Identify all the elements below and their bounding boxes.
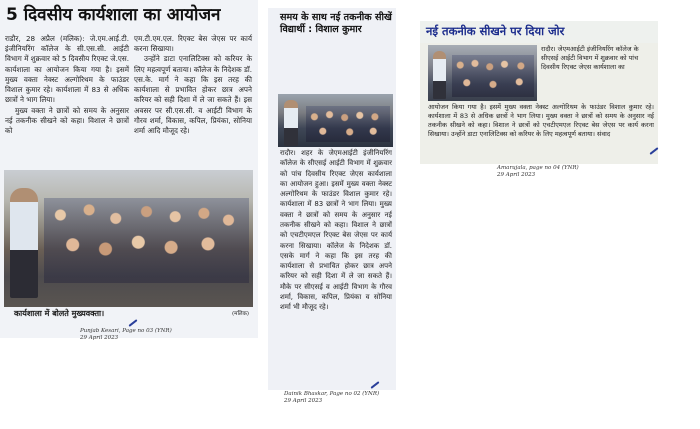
article-column-2 [134, 34, 252, 136]
article-column-1 [5, 34, 129, 136]
clipping-headline: नई तकनीक सीखने पर दिया जोर [426, 24, 565, 38]
photo-caption-bar [4, 307, 253, 321]
article-paragraph: रादौर। जेएमआईटी इंजीनियरिंग कॉलेज के सीएसई आईटी विभाग में शुक्रवार को पांच दिवसीय रिएक्ट जेएस कार्यशाला का [541, 45, 639, 72]
article-intro [541, 45, 654, 72]
article-paragraph: एम.टी.एम.एल. रिएक्ट बेस जेएस पर कार्य करना सिखाया। [134, 34, 252, 54]
source-caption-punjab-kesari [80, 328, 172, 342]
headline-banner [420, 21, 658, 43]
clipping-headline: समय के साथ नई तकनीक सीखें विद्यार्थी : विशाल कुमार [280, 12, 392, 36]
article-paragraph: राडौर, 28 अप्रैल (मलिक): जे.एम.आई.टी. इंजीनियरिंग कॉलेज के सी.एस.सी. आईटी विभाग में शुक्रवार को 5 दिवसीय रिएक्ट जे.एस. कार्यशाला का आयोजन किया गया है। इसमें मुख्य वक्ता नेक्स्ट अल्गोरिथम के फाउंडर विशाल कुमार रहे। कार्यशाला में 83 से अधिक छात्रों ने भाग लिया। [5, 34, 129, 105]
workshop-photo [4, 170, 253, 307]
photo-caption: कार्यशाला में बोलते मुख्यवक्ता। [14, 309, 105, 318]
newspaper-clipping-amarujala [420, 21, 658, 164]
workshop-photo [428, 45, 537, 101]
source-caption-amarujala [497, 165, 579, 179]
photo-credit: (मलिक) [232, 311, 249, 317]
source-date: 29 April 2023 [80, 334, 119, 341]
newspaper-clipping-dainik-bhaskar [268, 8, 396, 390]
clipping-headline: 5 दिवसीय कार्यशाला का आयोजन [6, 5, 221, 25]
audience-image [306, 106, 390, 142]
speaker-image [10, 188, 38, 298]
article-paragraph: आयोजन किया गया है। इसमें मुख्य वक्ता नेक्स्ट अल्गोरिथम के फाउंडर विशाल कुमार रहे। कार्यशाला में 83 से अधिक छात्रों ने भाग लिया। मुख्य वक्ता ने छात्रों को समय के अनुसार नई तकनीक सीखने को कहा। विशाल ने छात्रों को एचटीएमएल रिएक्ट बेस जेएस पर कार्य करना सिखाया। उन्होंने डाटा एनालिटिक्स को करियर के लिए महत्वपूर्ण बताया। संवाद [428, 103, 654, 139]
source-date: 29 April 2023 [284, 397, 323, 404]
workshop-photo [278, 94, 393, 147]
source-name: Punjab Kesari, Page no 03 (YNR) [80, 328, 172, 334]
source-caption-dainik-bhaskar [284, 391, 379, 405]
audience-image [44, 198, 249, 283]
article-body [428, 103, 654, 139]
speaker-image [433, 51, 446, 99]
source-date: 29 April 2023 [497, 171, 536, 178]
article-body [280, 148, 392, 313]
speaker-image [284, 100, 298, 146]
article-paragraph: उन्होंने डाटा एनालिटिक्स को करियर के लिए महत्वपूर्ण बताया। कॉलेज के निदेशक डॉ. एस.के. मार्ग ने कहा कि इस तरह की कार्यशाला से प्रभावित होकर छात्र अपने करियर को सही दिशा में ले जा सकते हैं। इस अवसर पर सी.एस.सी. व आईटी विभाग के गौरव शर्मा, विकास, कपिल, प्रियंका, सोनिया शर्मा आदि मौजूद रहे। [134, 54, 252, 135]
newspaper-clipping-punjab-kesari [0, 0, 258, 338]
source-name: Amarujala, page no 04 (YNR) [497, 165, 579, 171]
article-paragraph: रादौर। शहर के जेएमआईटी इंजीनियरिंग कॉलेज के सीएसई आईटी विभाग में शुक्रवार को पांच दिवसीय रिएक्ट जेएस कार्यशाला का आयोजन हुआ। इसमें मुख्य वक्ता नेक्स्ट अल्गोरिथम के फाउंडर विशाल कुमार रहे। कार्यशाला में 83 छात्रों ने भाग लिया। मुख्य वक्ता ने छात्रों को समय के अनुसार नई तकनीक सीखने को कहा। विशाल ने छात्रों को एचटीएमएल रिएक्ट बेस जेएस पर कार्य करना सिखाया। कॉलेज के निदेशक डॉ. एसके मार्ग ने कहा कि इस तरह की कार्यशाला से प्रभावित होकर छात्र अपने करियर को सही दिशा में ले जा सकते हैं। मौके पर सीएसई व आईटी विभाग के गौरव शर्मा, विकास, कपिल, प्रियंका व सोनिया शर्मा भी मौजूद रहे। [280, 149, 392, 312]
audience-image [452, 55, 534, 97]
source-name: Dainik Bhaskar, Page no 02 (YNR) [284, 391, 380, 397]
article-paragraph: मुख्य वक्ता ने छात्रों को समय के अनुसार नई तकनीक सीखने को कहा। विशाल ने छात्रों को [5, 105, 129, 135]
